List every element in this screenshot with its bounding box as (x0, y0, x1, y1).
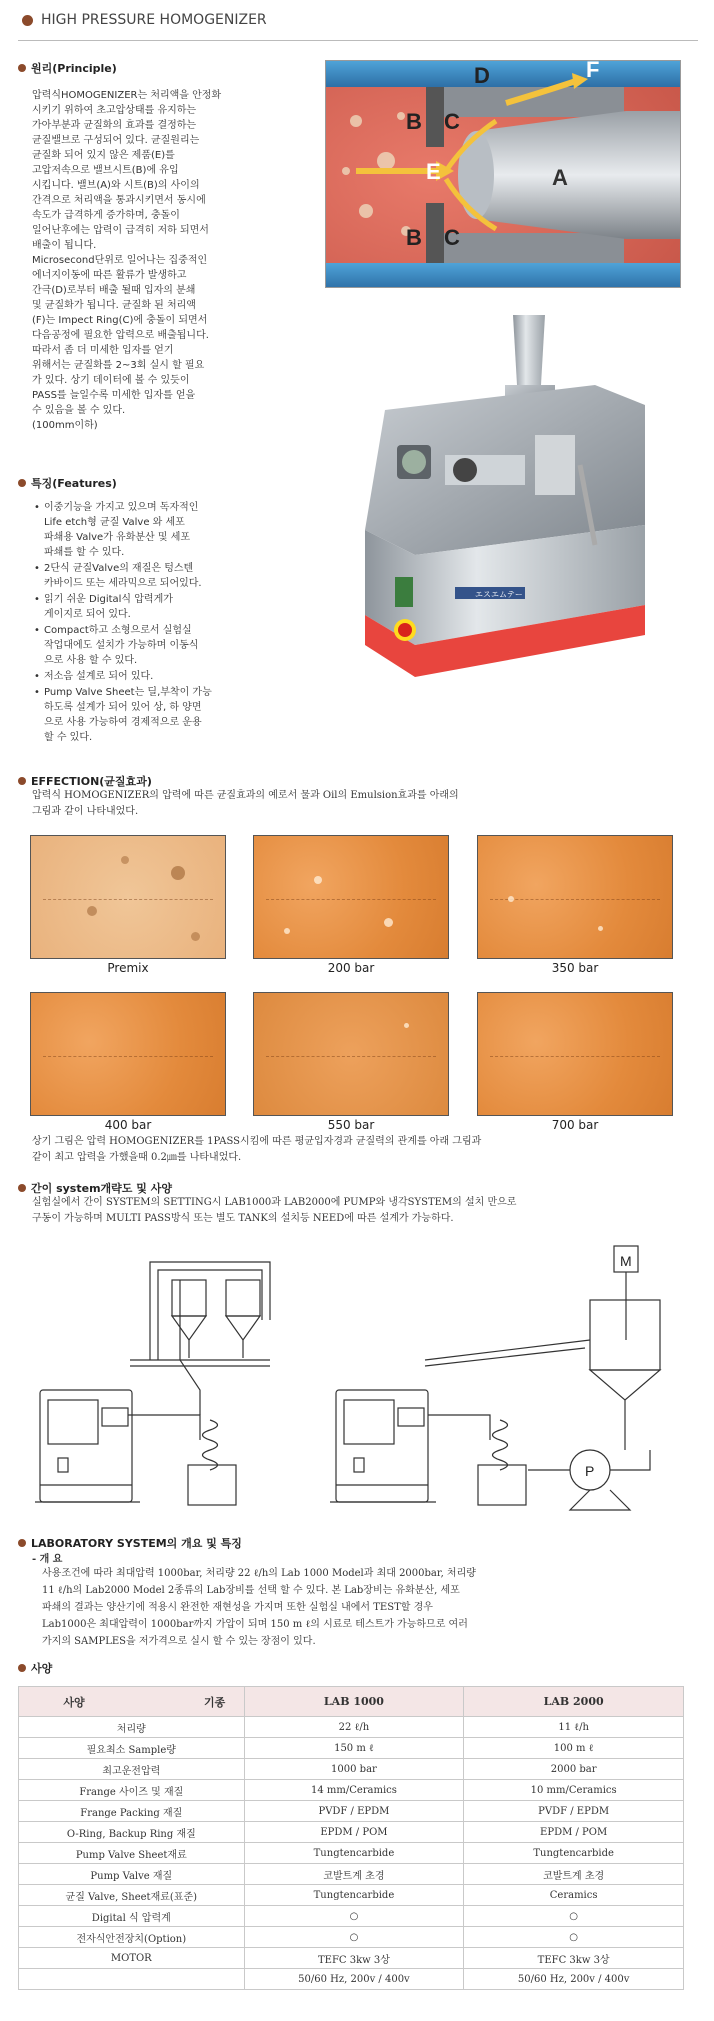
photo-caption: 350 bar (551, 961, 599, 975)
effection-intro-line: 그림과 같이 나타내었다. (32, 806, 139, 817)
title-divider (18, 40, 698, 41)
spec-value-cell: 2000 bar (464, 1759, 684, 1780)
spec-label-cell: 필요최소 Sample량 (19, 1738, 245, 1759)
system-heading-text: 간이 system개략도 및 사양 (31, 1182, 172, 1195)
lab-text-line: Lab1000은 최대압력이 1000bar까지 가압이 되며 150 m ℓ의 시료로 테스트가 가능하므로 여러 (42, 1619, 468, 1630)
principle-text-line: 및 균질화가 됩니다. 균질화 된 처리액 (32, 300, 196, 311)
spec-value-cell: 10 mm/Ceramics (464, 1780, 684, 1801)
principle-text-line: 위해서는 균질화를 2~3회 실시 할 필요 (32, 360, 205, 371)
spec-value-cell: 100 m ℓ (464, 1738, 684, 1759)
features-heading (18, 475, 117, 491)
emulsion-photo-700bar (477, 992, 673, 1116)
spec-value-cell: EPDM / POM (244, 1822, 464, 1843)
principle-text-line: 배출이 됩니다. (32, 240, 97, 251)
machine-brand-label: エスエムテー (475, 590, 523, 599)
homogenizer-machine-image (355, 315, 660, 690)
feature-item-line: 으로 사용 가능하여 경제적으로 운용 (44, 717, 202, 728)
spec-table-wrap (18, 1686, 684, 1990)
spec-header-row (19, 1687, 684, 1717)
label-c-bottom: C (444, 225, 460, 250)
lab-heading (18, 1535, 242, 1551)
spec-label-cell: 처리량 (19, 1717, 245, 1738)
spec-row (19, 1843, 684, 1864)
spec-header-label: 기종 (203, 1695, 226, 1709)
spec-row (19, 1906, 684, 1927)
feature-item-line: Life etch형 균질 Valve 와 세포 (44, 517, 185, 528)
label-f: F (586, 61, 600, 82)
photo-caption: 700 bar (551, 1118, 599, 1132)
spec-label-cell: 최고운전압력 (19, 1759, 245, 1780)
principle-text-line: (F)는 Impect Ring(C)에 충돌이 되면서 (32, 315, 208, 326)
feature-item-line: 게이지로 되어 있다. (44, 609, 131, 620)
photo-caption: Premix (107, 961, 149, 975)
system-text-line: 실험실에서 간이 SYSTEM의 SETTING시 LAB1000과 LAB2000에 PUMP와 냉각SYSTEM의 설치 만으로 (32, 1197, 517, 1208)
principle-text (32, 88, 302, 433)
feature-item-line: • 이중기능을 가지고 있으며 독자적인 (44, 502, 199, 513)
feature-item-line: 하도록 설계가 되어 있어 상, 하 양면 (44, 702, 202, 713)
feature-item (32, 592, 272, 622)
spec-row (19, 1948, 684, 1969)
principle-heading (18, 60, 117, 76)
spec-row (19, 1759, 684, 1780)
spec-row (19, 1717, 684, 1738)
principle-text-line: 가아부분과 균질화의 효과를 결정하는 (32, 120, 197, 131)
feature-item (32, 500, 272, 560)
feature-item (32, 685, 272, 745)
spec-label-cell: Frange Packing 재질 (19, 1801, 245, 1822)
lab-text (42, 1565, 682, 1650)
spec-heading (18, 1660, 52, 1676)
system-text (32, 1195, 682, 1227)
system-text-line: 구동이 가능하며 MULTI PASS방식 또는 별도 TANK의 설치등 NEED에 따른 설계가 가능하다. (32, 1213, 454, 1224)
feature-item-line: • 읽기 쉬운 Digital식 압력게가 (44, 594, 173, 605)
system-heading (18, 1180, 172, 1196)
principle-text-line: PASS를 늘일수록 미세한 입자를 얻을 (32, 390, 196, 401)
spec-row (19, 1801, 684, 1822)
spec-value-cell: ○ (464, 1927, 684, 1948)
spec-value-cell: TEFC 3kw 3상 (464, 1948, 684, 1969)
spec-label-cell: Pump Valve 재질 (19, 1864, 245, 1885)
spec-label-cell: Pump Valve Sheet재료 (19, 1843, 245, 1864)
spec-row (19, 1885, 684, 1906)
spec-label-cell: 균질 Valve, Sheet재료(표준) (19, 1885, 245, 1906)
bullet-icon (18, 1664, 26, 1672)
spec-label-cell: Digital 식 압력계 (19, 1906, 245, 1927)
lab-text-line: 파쇄의 결과는 양산기에 적용시 완전한 재현성을 가지며 또한 실험실 내에서 TEST할 경우 (42, 1602, 433, 1613)
spec-row (19, 1864, 684, 1885)
principle-text-line: 시키기 위하여 초고압상태를 유지하는 (32, 105, 197, 116)
feature-item-line: 카바이드 또는 세라믹으로 되어있다. (44, 578, 202, 589)
principle-text-line: 압력식HOMOGENIZER는 처리액을 안정화 (32, 90, 222, 101)
spec-value-cell: 22 ℓ/h (244, 1717, 464, 1738)
spec-value-cell: Tungtencarbide (244, 1843, 464, 1864)
effection-note (32, 1134, 682, 1166)
bullet-icon (22, 15, 33, 26)
spec-label-cell: O-Ring, Backup Ring 재질 (19, 1822, 245, 1843)
spec-heading-text: 사양 (31, 1662, 53, 1675)
principle-text-line: Microsecond단위로 일어나는 집중적인 (32, 255, 208, 266)
emulsion-photo-200bar (253, 835, 449, 959)
spec-value-cell: 코발트계 초경 (464, 1864, 684, 1885)
lab-text-line: 가지의 SAMPLES을 저가격으로 실시 할 수 있는 장점이 있다. (42, 1636, 316, 1647)
system-schematic (30, 1240, 680, 1520)
principle-text-line: 간격으로 처리액을 통과시키면서 동시에 (32, 195, 206, 206)
spec-value-cell: EPDM / POM (464, 1822, 684, 1843)
principle-text-line: (100mm이하) (32, 420, 98, 431)
bullet-icon (18, 1184, 26, 1192)
feature-item-line: • Pump Valve Sheet는 딜,부착이 가능 (44, 687, 212, 698)
spec-label-cell (19, 1969, 245, 1990)
principle-text-line: 간극(D)로부터 배출 될때 입자의 분쇄 (32, 285, 196, 296)
label-c-top: C (444, 109, 460, 134)
spec-label-cell: 전자식안전장치(Option) (19, 1927, 245, 1948)
principle-text-line: 균질화 되어 있지 않은 제품(E)를 (32, 150, 175, 161)
page-title (22, 12, 267, 28)
photo-caption: 400 bar (104, 1118, 152, 1132)
spec-value-cell: 50/60 Hz, 200v / 400v (244, 1969, 464, 1990)
feature-item-line: • 저소음 설계로 되어 있다. (44, 671, 154, 682)
emulsion-photo-350bar (477, 835, 673, 959)
spec-header-label: 사양 (63, 1695, 85, 1709)
spec-header-cell: LAB 1000 (244, 1687, 464, 1717)
spec-value-cell: ○ (464, 1906, 684, 1927)
principle-text-line: 속도가 급격하게 증가하며, 충돌이 (32, 210, 180, 221)
bullet-icon (18, 479, 26, 487)
spec-row (19, 1738, 684, 1759)
principle-text-line: 가 있다. 상기 데이터에 볼 수 있듯이 (32, 375, 190, 386)
spec-value-cell: 150 m ℓ (244, 1738, 464, 1759)
spec-header-cell: LAB 2000 (464, 1687, 684, 1717)
principle-text-line: 고압저속으로 밸브시트(B)에 유입 (32, 165, 179, 176)
feature-item-line: • 2단식 균질Valve의 재질은 텅스텐 (44, 563, 194, 574)
spec-value-cell: Tungtencarbide (464, 1843, 684, 1864)
principle-text-line: 균질밸브로 구성되어 있다. 균질원리는 (32, 135, 200, 146)
label-a: A (552, 165, 568, 190)
spec-value-cell: 14 mm/Ceramics (244, 1780, 464, 1801)
emulsion-photo-550bar (253, 992, 449, 1116)
feature-item-line: 으로 사용 할 수 있다. (44, 655, 138, 666)
feature-item-line: • Compact하고 소형으로서 실험실 (44, 625, 192, 636)
principle-text-line: 일어난후에는 압력이 급격히 저하 되면서 (32, 225, 209, 236)
label-b-top: B (406, 109, 422, 134)
effection-intro (32, 788, 682, 820)
bullet-icon (18, 64, 26, 72)
spec-value-cell: ○ (244, 1927, 464, 1948)
valve-diagram (325, 60, 681, 288)
features-list (32, 500, 272, 746)
effection-heading (18, 773, 152, 789)
effection-note-line: 상기 그림은 압력 HOMOGENIZER를 1PASS시킴에 따른 평균입자경과 균질력의 관계를 아래 그림과 (32, 1136, 482, 1147)
spec-value-cell: 코발트계 초경 (244, 1864, 464, 1885)
pump-label: P (585, 1463, 595, 1479)
principle-text-line: 다음공정에 필요한 압력으로 배출됩니다. (32, 330, 209, 341)
spec-value-cell: TEFC 3kw 3상 (244, 1948, 464, 1969)
effection-intro-line: 압력식 HOMOGENIZER의 압력에 따른 균질효과의 예로서 물과 Oil의 Emulsion효과를 아래의 (32, 790, 459, 801)
spec-value-cell: PVDF / EPDM (464, 1801, 684, 1822)
emulsion-photo-400bar (30, 992, 226, 1116)
feature-item-line: 파쇄용 Valve가 유화분산 및 세포 (44, 532, 191, 543)
spec-value-cell: Tungtencarbide (244, 1885, 464, 1906)
motor-label: M (620, 1253, 632, 1269)
spec-row (19, 1822, 684, 1843)
feature-item (32, 669, 272, 684)
spec-value-cell: 1000 bar (244, 1759, 464, 1780)
principle-text-line: 시킵니다. 밸브(A)와 시트(B)의 사이의 (32, 180, 200, 191)
spec-value-cell: ○ (244, 1906, 464, 1927)
feature-item-line: 파쇄를 할 수 있다. (44, 547, 125, 558)
lab-heading-text: LABORATORY SYSTEM의 개요 및 특징 (31, 1537, 242, 1550)
spec-value-cell: PVDF / EPDM (244, 1801, 464, 1822)
label-d: D (474, 63, 490, 88)
spec-value-cell: Ceramics (464, 1885, 684, 1906)
features-heading-text: 특징(Features) (31, 477, 117, 490)
feature-item (32, 623, 272, 668)
principle-text-line: 수 있음을 볼 수 있다. (32, 405, 126, 416)
spec-table (18, 1686, 684, 1990)
photo-caption: 550 bar (327, 1118, 375, 1132)
page-title-text: HIGH PRESSURE HOMOGENIZER (41, 12, 267, 28)
lab-text-line: 11 ℓ/h의 Lab2000 Model 2종류의 Lab장비를 선택 할 수 있다. 본 Lab장비는 유화분산, 세포 (42, 1585, 460, 1596)
principle-text-line: 따라서 좀 더 미세한 입자를 얻기 (32, 345, 174, 356)
label-e: E (426, 159, 441, 184)
spec-row (19, 1969, 684, 1990)
spec-label-cell: Frange 사이즈 및 재질 (19, 1780, 245, 1801)
emulsion-photo-premix (30, 835, 226, 959)
principle-text-line: 에너지이동에 따른 활류가 발생하고 (32, 270, 187, 281)
feature-item (32, 561, 272, 591)
photo-caption: 200 bar (327, 961, 375, 975)
effection-heading-text: EFFECTION(균질효과) (31, 775, 152, 788)
spec-row (19, 1927, 684, 1948)
effection-note-line: 같이 최고 압력을 가했을때 0.2㎛를 나타내었다. (32, 1152, 242, 1163)
lab-subheading: - 개 요 (32, 1554, 63, 1565)
spec-row (19, 1780, 684, 1801)
valve-diagram-svg (326, 61, 681, 288)
spec-value-cell: 11 ℓ/h (464, 1717, 684, 1738)
label-b-bottom: B (406, 225, 422, 250)
spec-label-cell: MOTOR (19, 1948, 245, 1969)
feature-item-line: 작업대에도 설치가 가능하며 이동식 (44, 640, 199, 651)
principle-heading-text: 원리(Principle) (31, 62, 117, 75)
feature-item-line: 할 수 있다. (44, 732, 93, 743)
lab-text-line: 사용조건에 따라 최대압력 1000bar, 처리량 22 ℓ/h의 Lab 1000 Model과 최대 2000bar, 처리량 (42, 1568, 476, 1579)
spec-value-cell: 50/60 Hz, 200v / 400v (464, 1969, 684, 1990)
spec-header-cell (19, 1687, 245, 1717)
bullet-icon (18, 777, 26, 785)
bullet-icon (18, 1539, 26, 1547)
